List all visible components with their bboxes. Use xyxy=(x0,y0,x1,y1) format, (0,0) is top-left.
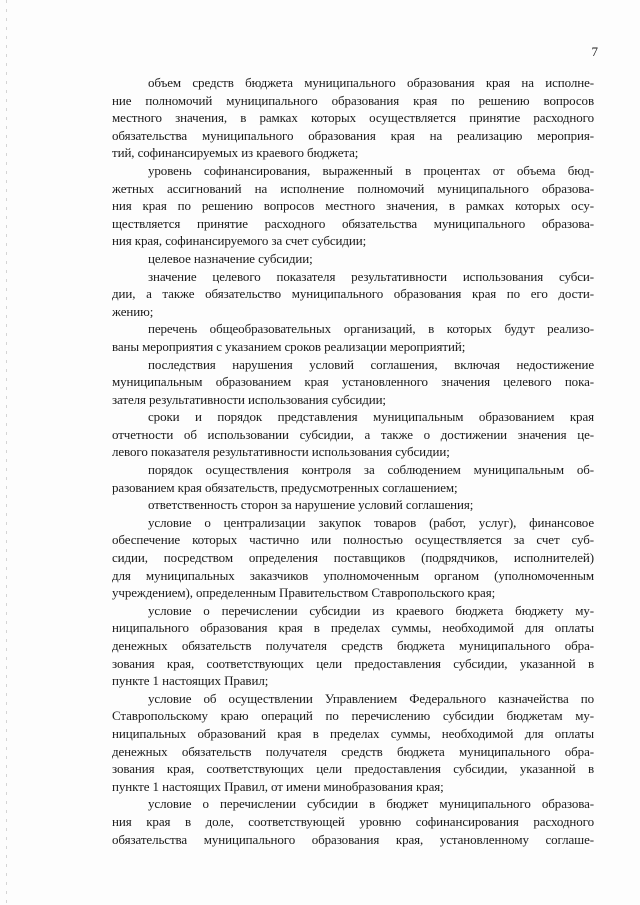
paragraph-line: денежных обязательств получателя средств бюджета муниципального обра- xyxy=(112,743,594,759)
paragraph-line: учреждением), определенным Правительством Ставропольского края; xyxy=(112,585,496,601)
paragraph-line: муниципальным образованием края установленного значения целевого пока- xyxy=(112,374,594,390)
paragraph-line: значение целевого показателя результативности использования субси- xyxy=(148,268,594,284)
paragraph-line: условие о перечислении субсидии в бюджет муниципального образова- xyxy=(148,796,594,812)
paragraph-line: левого показателя результативности использования субсидии; xyxy=(112,444,450,460)
paragraph-line: ществляется принятие расходного обязательства муниципального образова- xyxy=(112,215,594,231)
paragraph-line: Ставропольскому краю операций по перечислению субсидии бюджетам му- xyxy=(112,708,594,724)
paragraph-line: зателя результативности использования субсидии; xyxy=(112,391,386,407)
paragraph xyxy=(112,514,594,602)
paragraph-line: объем средств бюджета муниципального образования края на исполне- xyxy=(148,75,594,90)
paragraph-line: сроки и порядок представления муниципальным образованием края xyxy=(148,409,594,425)
paragraph-line: разованием края обязательств, предусмотренных соглашением; xyxy=(112,479,458,495)
document-body xyxy=(112,74,594,848)
paragraph-line: целевое назначение субсидии; xyxy=(148,250,313,266)
paragraph-line: последствия нарушения условий соглашения, включая недостижение xyxy=(148,356,594,372)
paragraph-line: уровень софинансирования, выраженный в процентах от объема бюд- xyxy=(148,162,594,178)
paragraph-line: дии, а также обязательство муниципального образования края по его дости- xyxy=(112,286,594,302)
paragraph xyxy=(112,268,594,321)
page-number: 7 xyxy=(591,44,598,59)
paragraph-line: обязательства муниципального образования края на реализацию мероприя- xyxy=(112,127,594,143)
paragraph xyxy=(112,602,594,690)
paragraph xyxy=(112,74,594,162)
paragraph-line: условие о централизации закупок товаров (работ, услуг), финансовое xyxy=(148,514,594,530)
paragraph xyxy=(112,795,594,848)
paragraph-line: тий, софинансируемых из краевого бюджета; xyxy=(112,145,359,161)
paragraph xyxy=(112,320,594,355)
paragraph-line: жению; xyxy=(112,303,154,319)
paragraph-line: обязательства муниципального образования края, установленному соглаше- xyxy=(112,831,594,847)
paragraph xyxy=(112,496,594,514)
paragraph-line: пункте 1 настоящих Правил, от имени минобразования края; xyxy=(112,778,444,794)
paragraph-line: ния края по решению вопросов местного значения, в рамках которых осу- xyxy=(112,198,594,214)
paragraph-line: сидии, посредством определения поставщиков (подрядчиков, исполнителей) xyxy=(112,550,594,566)
paragraph-line: ниципальных образований края в пределах суммы, необходимой для оплаты xyxy=(112,725,594,741)
paragraph-line: пункте 1 настоящих Правил; xyxy=(112,673,269,689)
paragraph-line: обеспечение которых частично или полностью осуществляется за счет суб- xyxy=(112,532,594,548)
paragraph-line: порядок осуществления контроля за соблюдением муниципальным об- xyxy=(148,462,594,478)
paragraph-line: перечень общеобразовательных организаций, в которых будут реализо- xyxy=(148,321,594,337)
paragraph-line: условие об осуществлении Управлением Федерального казначейства по xyxy=(148,690,594,706)
paragraph-line: ния края в доле, соответствующей уровню софинансирования расходного xyxy=(112,813,594,829)
paragraph-line: ниципального образования края в пределах суммы, необходимой для оплаты xyxy=(112,620,594,636)
paragraph-line: местного значения, в рамках которых осуществляется принятие расходного xyxy=(112,110,594,126)
paragraph xyxy=(112,690,594,796)
paragraph-line: денежных обязательств получателя средств бюджета муниципального обра- xyxy=(112,638,594,653)
paragraph-line: отчетности об использовании субсидии, а также о достижении значения це- xyxy=(112,426,594,442)
paragraph-line: зования края, соответствующих цели предоставления субсидии, указанной в xyxy=(112,761,594,777)
paragraph-line: условие о перечислении субсидии из краевого бюджета бюджету му- xyxy=(148,602,594,618)
paragraph-line: для муниципальных заказчиков уполномоченным органом (уполномоченным xyxy=(112,567,594,583)
paragraph-line: ответственность сторон за нарушение условий соглашения; xyxy=(148,497,474,513)
paragraph-line: зования края, соответствующих цели предоставления субсидии, указанной в xyxy=(112,655,594,671)
paragraph xyxy=(112,408,594,461)
paragraph-line: ние полномочий муниципального образования края по решению вопросов xyxy=(112,92,594,108)
paragraph-line: жетных ассигнований на исполнение полномочий муниципального образова- xyxy=(112,180,594,196)
paragraph-line: ваны мероприятия с указанием сроков реализации мероприятий; xyxy=(112,338,466,354)
paragraph xyxy=(112,356,594,409)
scan-edge-mark xyxy=(6,0,7,905)
paragraph xyxy=(112,162,594,250)
paragraph xyxy=(112,461,594,496)
paragraph-line: ния края, софинансируемого за счет субсидии; xyxy=(112,233,367,249)
paragraph xyxy=(112,250,594,268)
